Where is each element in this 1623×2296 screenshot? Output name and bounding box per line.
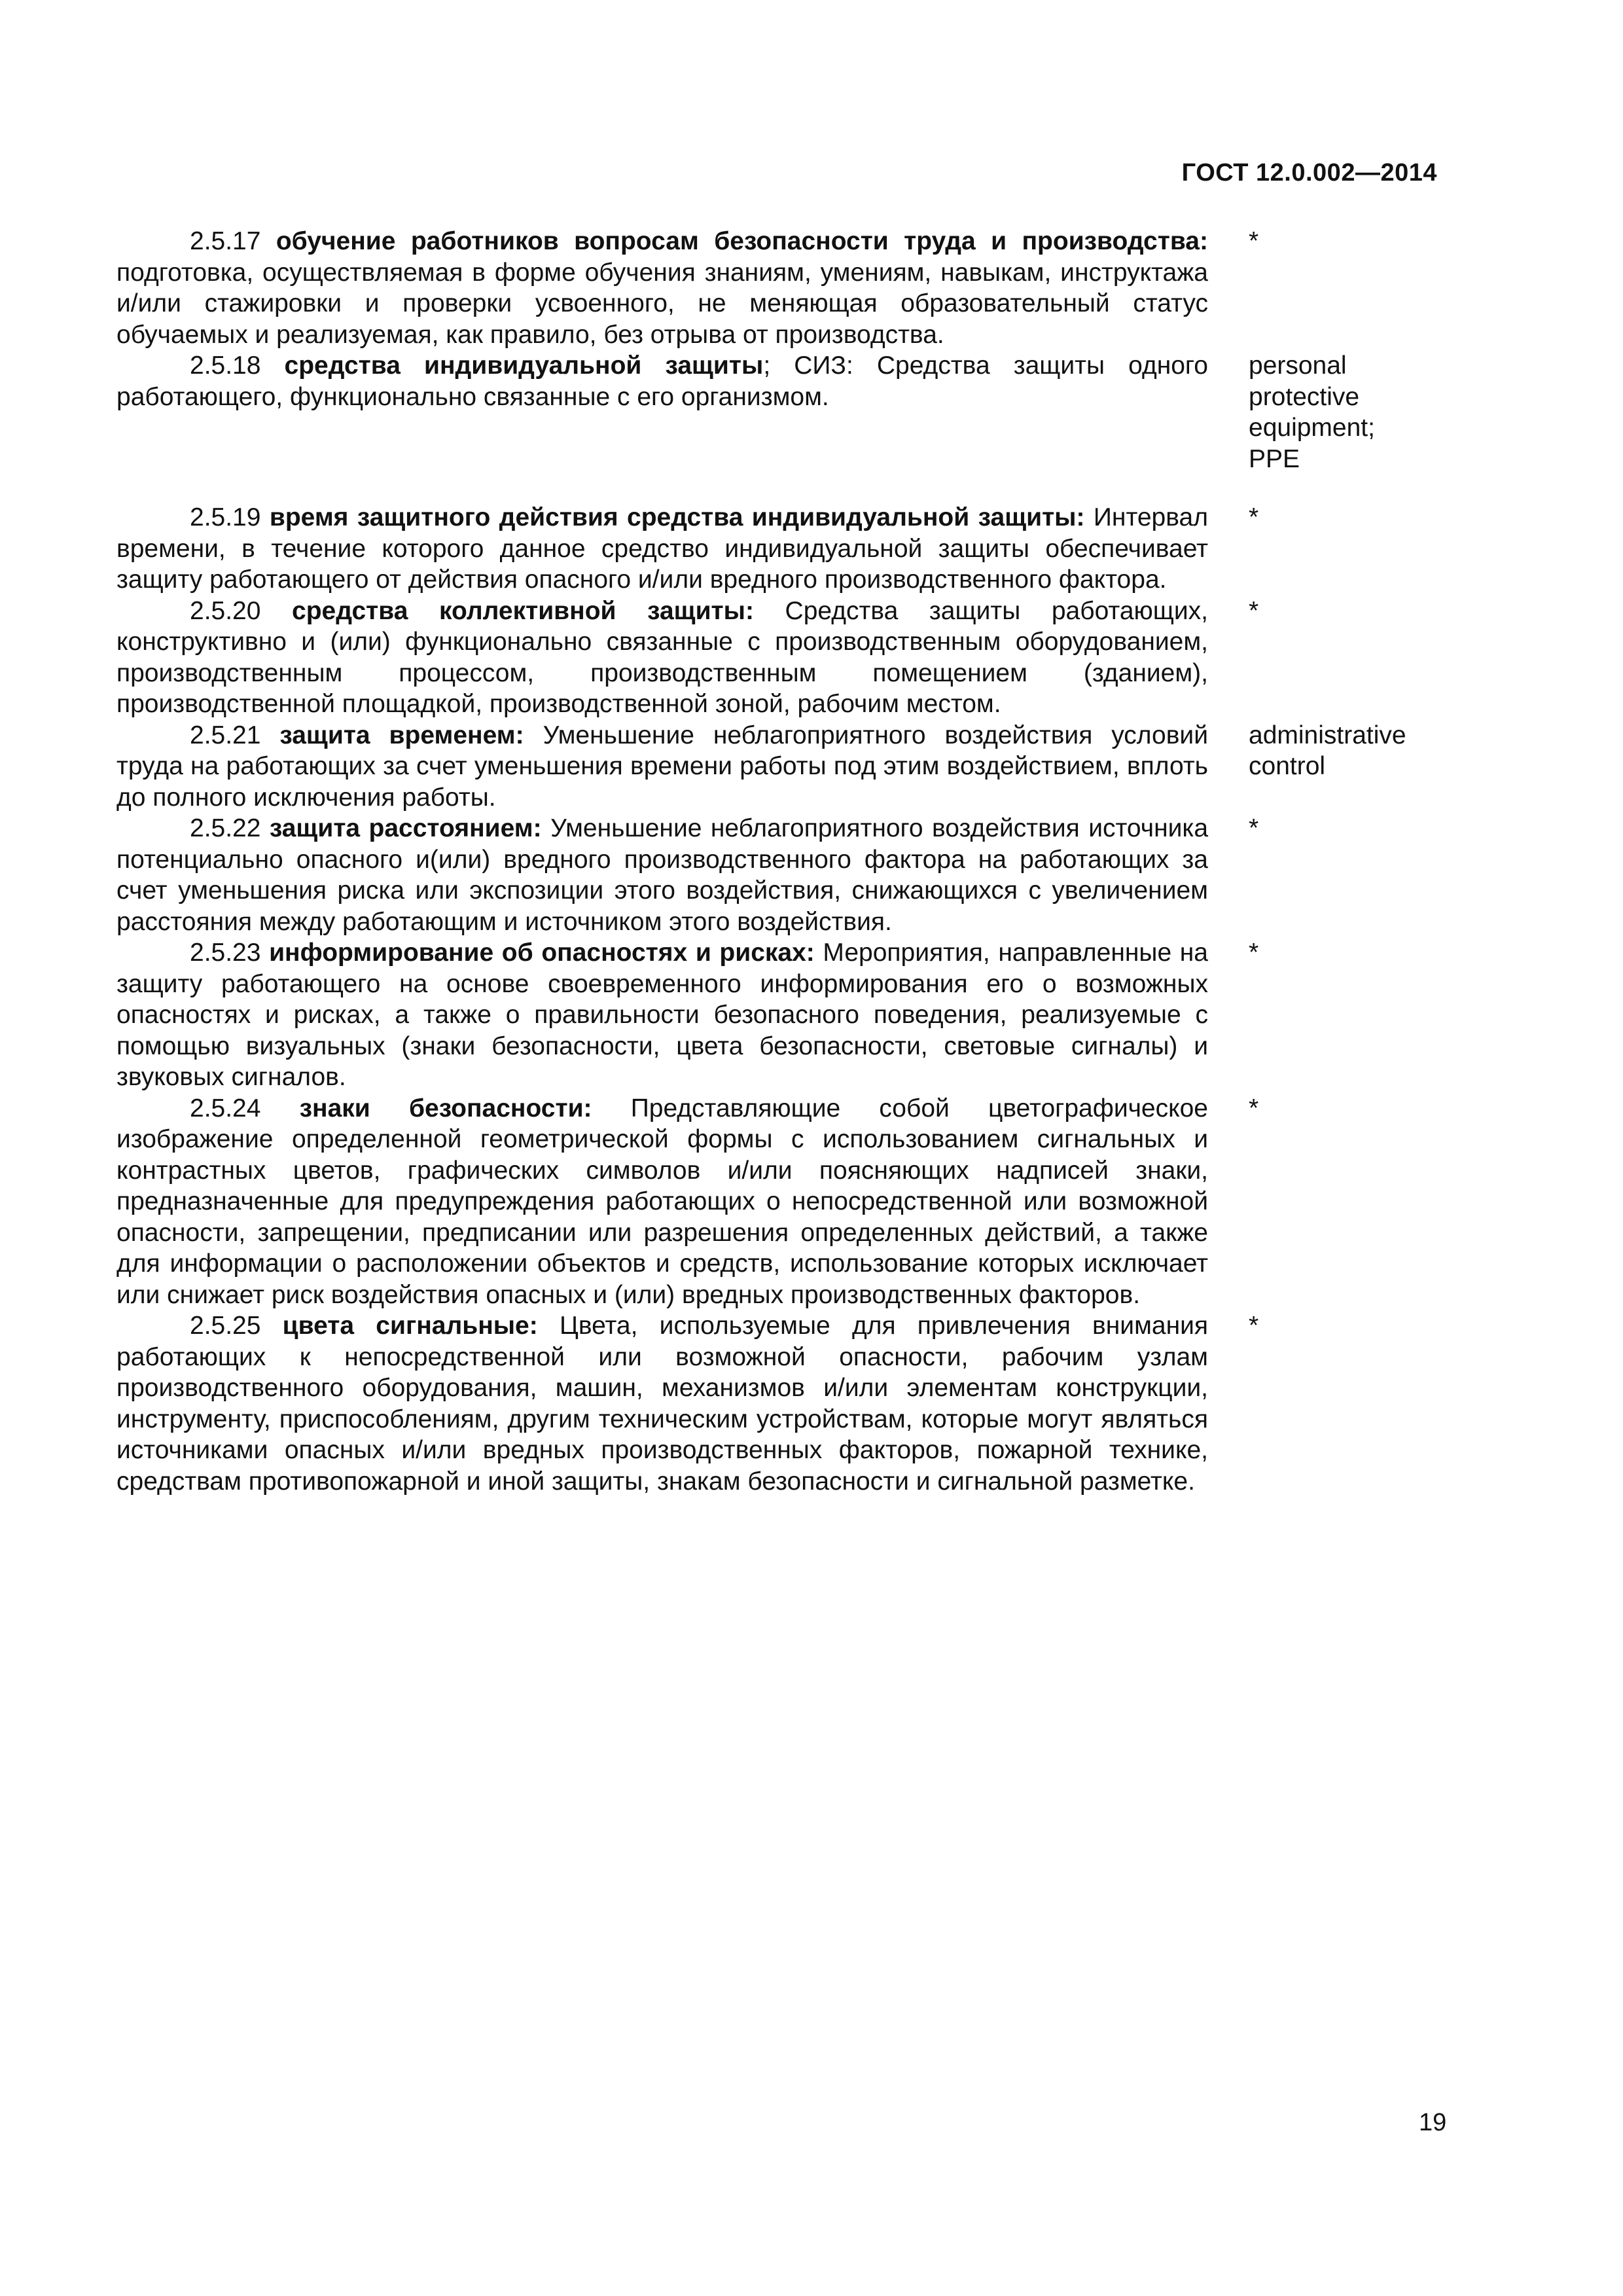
- term-number: 2.5.17: [190, 227, 261, 255]
- term-entry-2-5-20: [116, 596, 1484, 720]
- document-header-standard: ГОСТ 12.0.002—2014: [1181, 159, 1437, 187]
- term-entry-2-5-24: [116, 1093, 1484, 1311]
- term-number: 2.5.21: [190, 721, 261, 749]
- equivalent-line: *: [1249, 503, 1259, 531]
- term-definition-paragraph: [116, 502, 1208, 596]
- term-definition-paragraph: [116, 813, 1208, 937]
- equivalent-line: *: [1249, 1312, 1259, 1340]
- equivalent-line: personal: [1249, 351, 1347, 380]
- term-number: 2.5.19: [190, 503, 261, 531]
- term-definition: Уменьшение неблагоприятного воздействия источника потенциально опасного и(или) вредного производственного фактора на работающих за счет уменьшения риска или экспозиции этого воздействия, снижающихся с увеличением расстояния между работающим и источником этого воздействия.: [116, 814, 1209, 936]
- term-number: 2.5.24: [190, 1094, 261, 1122]
- term-entry-2-5-23: [116, 937, 1484, 1093]
- page-number: 19: [1419, 2109, 1447, 2136]
- equivalent-line: PPE: [1249, 444, 1300, 473]
- term-definition-paragraph: [116, 720, 1208, 814]
- equivalent-line: *: [1249, 596, 1259, 625]
- term-title: средства коллективной защиты:: [292, 596, 754, 625]
- term-title: знаки безопасности:: [299, 1094, 592, 1122]
- term-title: защита расстоянием:: [269, 814, 542, 842]
- term-title: средства индивидуальной защиты: [284, 351, 764, 380]
- term-title: защита временем:: [279, 721, 524, 749]
- term-equivalent: [1249, 350, 1484, 475]
- term-number: 2.5.23: [190, 939, 261, 967]
- term-definition: Мероприятия, направленные на защиту работающего на основе своевременного информирования его о возможных опасностях и рисках, а также о правильности безопасного поведения, реализуемые с помощью визуальных (знаки безопасности, цвета безопасности, световые сигналы) и звуковых сигналов.: [116, 939, 1208, 1091]
- term-title: цвета сигнальные:: [282, 1312, 538, 1340]
- term-entry-2-5-19: [116, 502, 1484, 596]
- term-equivalent: [1249, 596, 1484, 627]
- term-definition: Представляющие собой цветографическое изображение определенной геометрической формы с использованием сигнальных и контрастных цветов, графических символов и/или поясняющих надписей знаки, предназначенные для предупреждения работающих о непосредственной или возможной опасности, запрещении, предписании или разрешения определенных действий, а также для информации о расположении объектов и средств, использование которых исключает или снижает риск воздействия опасных и (или) вредных производственных факторов.: [116, 1094, 1208, 1309]
- term-definition: Средства защиты работающих, конструктивно и (или) функционально связанные с производственным оборудованием, производственным процессом, производственным помещением (зданием), производственной площадкой, производственной зоной, рабочим местом.: [116, 596, 1208, 718]
- equivalent-line: *: [1249, 1094, 1259, 1122]
- term-equivalent: [1249, 937, 1484, 969]
- term-entry-2-5-17: [116, 226, 1484, 350]
- term-title: время защитного действия средства индивидуальной защиты:: [269, 503, 1085, 531]
- term-definition-paragraph: [116, 350, 1208, 412]
- term-entry-2-5-25: [116, 1310, 1484, 1497]
- term-definition: ; СИЗ: Средства защиты одного работающего, функционально связанные с его организмом.: [116, 351, 1208, 411]
- equivalent-line: administrative: [1249, 721, 1406, 749]
- term-equivalent: [1249, 226, 1484, 257]
- term-number: 2.5.25: [190, 1312, 261, 1340]
- term-entry-2-5-18: [116, 350, 1484, 475]
- equivalent-line: *: [1249, 227, 1259, 255]
- term-definition-paragraph: [116, 1310, 1208, 1497]
- terms-section: [116, 226, 1484, 1497]
- equivalent-line: control: [1249, 752, 1326, 780]
- term-definition: подготовка, осуществляемая в форме обучения знаниям, умениям, навыкам, инструктажа и/или стажировки и проверки усвоенного, не меняющая образовательный статус обучаемых и реализуемая, как правило, без отрыва от производства.: [116, 258, 1208, 349]
- equivalent-line: *: [1249, 939, 1259, 967]
- term-equivalent: [1249, 813, 1484, 844]
- term-definition: Цвета, используемые для привлечения внимания работающих к непосредственной или возможной опасности, рабочим узлам производственного оборудования, машин, механизмов и/или элементам конструкции, инструменту, приспособлениям, другим техническим устройствам, которые могут являться источниками опасных и/или вредных производственных факторов, пожарной технике, средствам противопожарной и иной защиты, знакам безопасности и сигнальной разметке.: [116, 1312, 1209, 1496]
- equivalent-line: protective: [1249, 382, 1360, 411]
- term-equivalent: [1249, 720, 1484, 782]
- term-equivalent: [1249, 1310, 1484, 1342]
- term-number: 2.5.20: [190, 596, 261, 625]
- term-definition-paragraph: [116, 1093, 1208, 1311]
- equivalent-line: *: [1249, 814, 1259, 842]
- term-number: 2.5.22: [190, 814, 261, 842]
- term-definition-paragraph: [116, 937, 1208, 1093]
- term-definition: Интервал времени, в течение которого данное средство индивидуальной защиты обеспечивает защиту работающего от действия опасного и/или вредного производственного фактора.: [116, 503, 1208, 594]
- term-equivalent: [1249, 1093, 1484, 1124]
- term-title: обучение работников вопросам безопасности труда и производства:: [276, 227, 1208, 255]
- term-equivalent: [1249, 502, 1484, 533]
- equivalent-line: equipment;: [1249, 414, 1375, 442]
- term-entry-2-5-21: [116, 720, 1484, 814]
- term-entry-2-5-22: [116, 813, 1484, 937]
- term-definition-paragraph: [116, 596, 1208, 720]
- term-number: 2.5.18: [190, 351, 261, 380]
- term-title: информирование об опасностях и рисках:: [269, 939, 815, 967]
- term-definition-paragraph: [116, 226, 1208, 350]
- term-definition: Уменьшение неблагоприятного воздействия условий труда на работающих за счет уменьшения времени работы под этим воздействием, вплоть до полного исключения работы.: [116, 721, 1208, 812]
